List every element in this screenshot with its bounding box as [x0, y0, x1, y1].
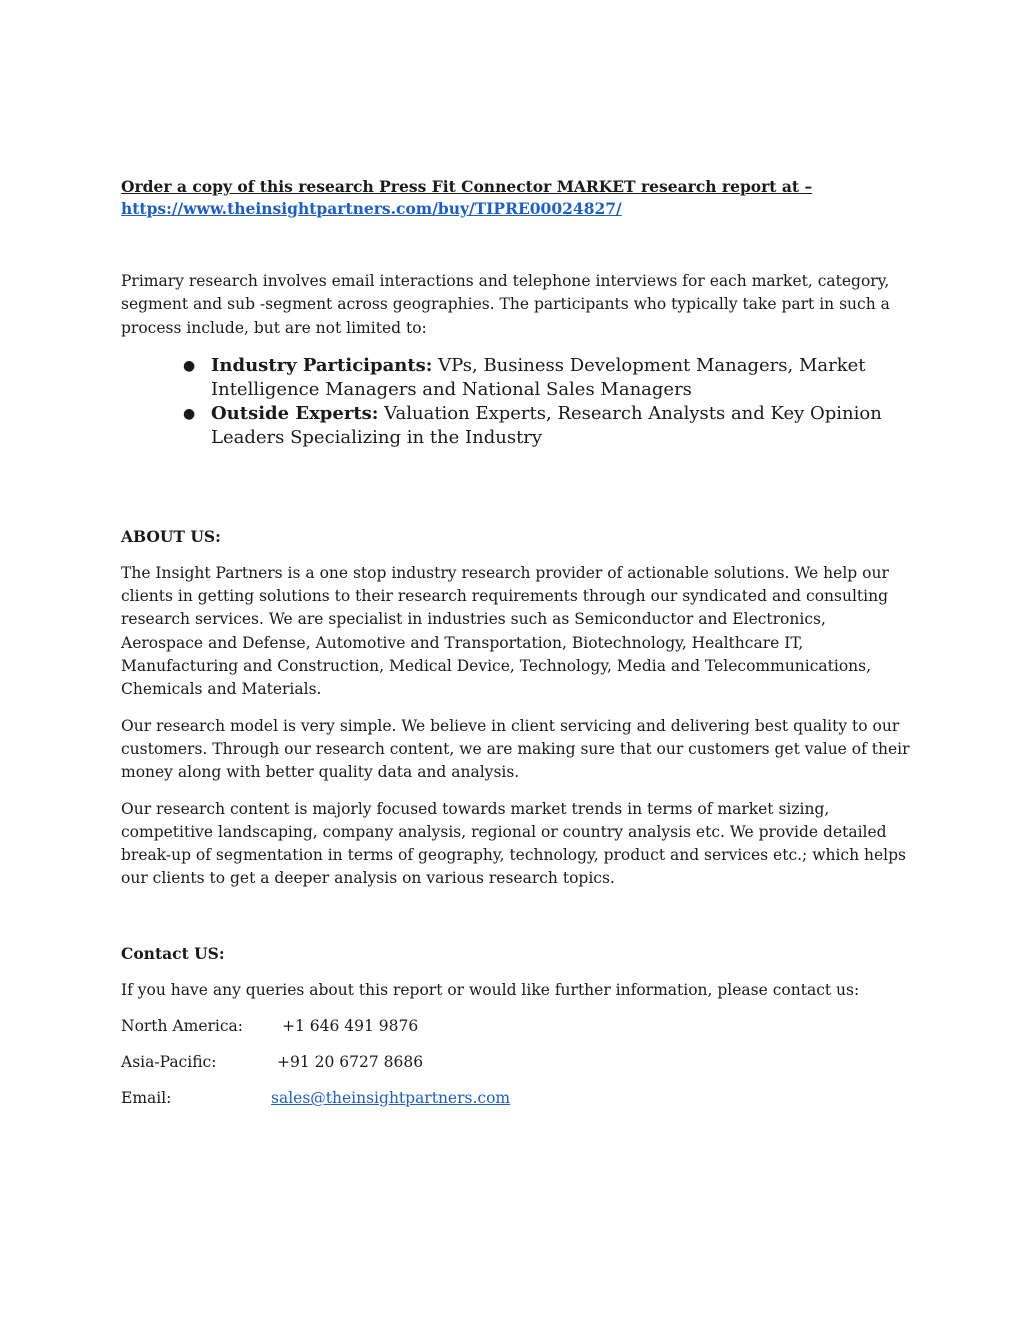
bullet-term: Outside Experts: [211, 402, 379, 424]
bullet-industry-participants [183, 354, 911, 402]
contact-label: Asia-Pacific: [121, 1053, 217, 1072]
participants-list [121, 354, 911, 450]
order-heading: Order a copy of this research Press Fit Connector MARKET research report at – [121, 177, 813, 196]
bullet-term: Industry Participants: [211, 354, 433, 376]
about-paragraph: Our research model is very simple. We believe in client servicing and delivering best quality to our customers. Through our research content, we are making sure that our customers get value of their money along with better quality data and analysis. [121, 716, 910, 782]
document-page [121, 176, 911, 1110]
contact-label: Email: [121, 1089, 172, 1108]
bullet-detail: Valuation Experts, Research Analysts and Key Opinion Leaders Specializing in the Industry [211, 402, 882, 448]
about-paragraph: Our research content is majorly focused towards market trends in terms of market sizing, competitive landscaping, company analysis, regional or country analysis etc. We provide detailed break-up of segmentation in terms of geography, technology, product and services etc.; which helps our clients to get a deeper analysis on various research topics. [121, 799, 906, 888]
order-link[interactable]: https://www.theinsightpartners.com/buy/TIPRE00024827/ [121, 199, 622, 218]
intro-paragraph: Primary research involves email interactions and telephone interviews for each market, category, segment and sub -segment across geographies. The participants who typically take part in such a process include, but are not limited to: [121, 272, 890, 337]
email-link[interactable]: sales@theinsightpartners.com [271, 1089, 511, 1108]
about-heading: ABOUT US: [121, 526, 221, 546]
bullet-icon: ● [183, 405, 196, 422]
bullet-icon: ● [183, 357, 196, 374]
contact-row-email [121, 1087, 911, 1110]
about-paragraph: The Insight Partners is a one stop industry research provider of actionable solutions. We help our clients in getting solutions to their research requirements through our syndicated and consulting research services. We are specialist in industries such as Semiconductor and Electronics, Aerospace and Defense, Automotive and Transportation, Biotechnology, Healthcare IT, Manufacturing and Construction, Medical Device, Technology, Media and Telecommunications, Chemicals and Materials. [121, 563, 889, 699]
phone-north-america: +1 646 491 9876 [282, 1017, 419, 1036]
phone-asia-pacific: +91 20 6727 8686 [277, 1053, 424, 1072]
contact-intro: If you have any queries about this report or would like further information, please contact us: [121, 980, 860, 999]
contact-heading: Contact US: [121, 943, 225, 963]
contact-label: North America: [121, 1017, 244, 1036]
contact-row-north-america [121, 1015, 911, 1038]
bullet-detail: VPs, Business Development Managers, Market Intelligence Managers and National Sales Managers [211, 354, 866, 400]
contact-row-asia-pacific [121, 1051, 911, 1074]
bullet-outside-experts [183, 402, 911, 450]
